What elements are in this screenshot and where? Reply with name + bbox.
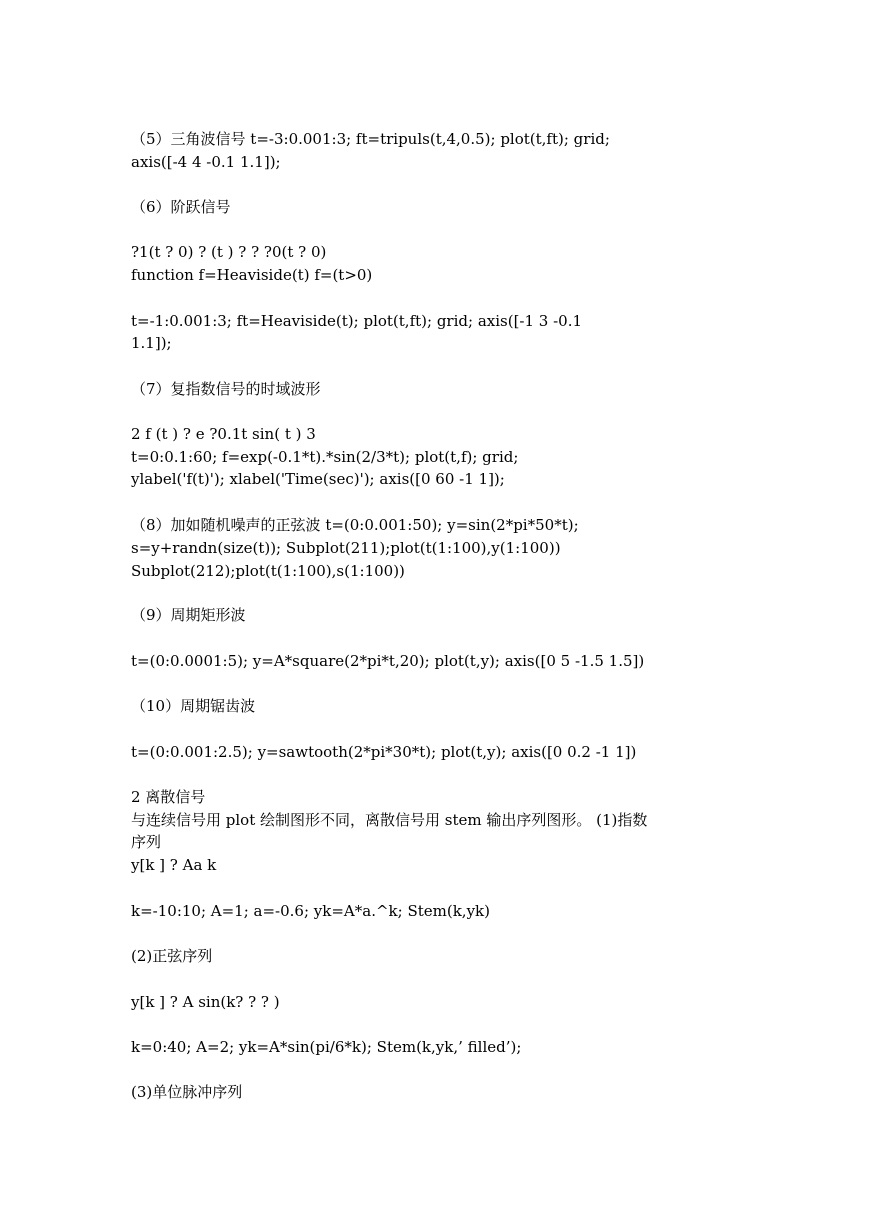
section-heading-sawtooth: （10）周期锯齿波	[131, 697, 256, 715]
section-heading-unit-impulse: (3)单位脉冲序列	[131, 1083, 243, 1101]
heaviside-function-line: function f=Heaviside(t) f=(t>0)	[131, 266, 373, 284]
heaviside-code-line-1: t=-1:0.001:3; ft=Heaviside(t); plot(t,ft); grid; axis([-1 3 -0.1	[131, 312, 583, 330]
sine-sequence-formula-line: y[k ] ? A sin(k? ? ? )	[131, 993, 280, 1011]
square-wave-code-line: t=(0:0.0001:5); y=A*square(2*pi*t,20); plot(t,y); axis([0 5 -1.5 1.5])	[131, 652, 645, 670]
triangle-wave-line-2: axis([-4 4 -0.1 1.1]);	[131, 153, 281, 171]
section-heading-sine-sequence: (2)正弦序列	[131, 947, 213, 965]
heaviside-code-line-2: 1.1]);	[131, 334, 172, 352]
section-heading-complex-exp: （7）复指数信号的时域波形	[131, 380, 321, 398]
section-heading-discrete: 2 离散信号	[131, 788, 206, 806]
complex-exp-code-line-2: ylabel('f(t)'); xlabel('Time(sec)'); axis([0 60 -1 1]);	[131, 470, 505, 488]
sine-sequence-code-line: k=0:40; A=2; yk=A*sin(pi/6*k); Stem(k,yk,’ filled’);	[131, 1038, 522, 1056]
noise-sine-line-3: Subplot(212);plot(t(1:100),s(1:100))	[131, 562, 405, 580]
discrete-intro-line-2: 序列	[131, 833, 162, 851]
exp-sequence-code-line: k=-10:10; A=1; a=-0.6; yk=A*a.^k; Stem(k,yk)	[131, 902, 490, 920]
step-formula-line: ?1(t ? 0) ? (t ) ? ? ?0(t ? 0)	[131, 243, 327, 261]
sawtooth-code-line: t=(0:0.001:2.5); y=sawtooth(2*pi*30*t); plot(t,y); axis([0 0.2 -1 1])	[131, 743, 637, 761]
discrete-intro-line-1: 与连续信号用 plot 绘制图形不同，离散信号用 stem 输出序列图形。 (1)指数	[131, 811, 648, 829]
triangle-wave-line-1: （5）三角波信号 t=-3:0.001:3; ft=tripuls(t,4,0.5); plot(t,ft); grid;	[131, 130, 610, 148]
noise-sine-line-2: s=y+randn(size(t)); Subplot(211);plot(t(1:100),y(1:100))	[131, 539, 561, 557]
noise-sine-line-1: （8）加如随机噪声的正弦波 t=(0:0.001:50); y=sin(2*pi*50*t);	[131, 516, 579, 534]
complex-exp-formula-line: 2 f (t ) ? e ?0.1t sin( t ) 3	[131, 425, 316, 443]
section-heading-step: （6）阶跃信号	[131, 198, 231, 216]
section-heading-square-wave: （9）周期矩形波	[131, 606, 246, 624]
exp-sequence-formula-line: y[k ] ? Aa k	[131, 856, 217, 874]
complex-exp-code-line-1: t=0:0.1:60; f=exp(-0.1*t).*sin(2/3*t); plot(t,f); grid;	[131, 448, 519, 466]
